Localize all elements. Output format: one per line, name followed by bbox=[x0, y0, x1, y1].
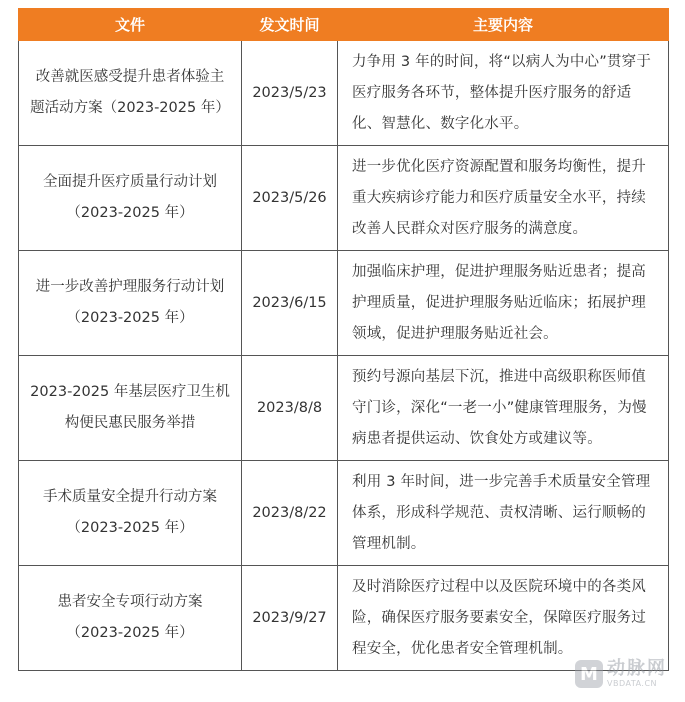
issue-date-cell: 2023/5/26 bbox=[242, 146, 338, 251]
main-content-cell bbox=[338, 146, 669, 251]
main-content-line: 险，确保医疗服务要素安全，保障医疗服务过 bbox=[352, 609, 646, 626]
header-document: 文件 bbox=[19, 9, 242, 41]
document-title-line: 2023-2025 年基层医疗卫生机 bbox=[30, 384, 230, 400]
document-title-cell bbox=[19, 461, 242, 566]
main-content-line: 管理机制。 bbox=[352, 535, 426, 552]
table-row bbox=[19, 251, 669, 356]
main-content-line: 护理质量，促进护理服务贴近临床；拓展护理 bbox=[352, 294, 646, 311]
watermark-subtitle: VBDATA.CN bbox=[607, 679, 658, 688]
main-content-line: 利用 3 年时间，进一步完善手术质量安全管理 bbox=[352, 473, 651, 490]
document-title-line: 全面提升医疗质量行动计划 bbox=[43, 174, 217, 190]
vbdata-watermark bbox=[575, 660, 667, 688]
policy-table bbox=[18, 8, 669, 671]
table-row bbox=[19, 146, 669, 251]
main-content-line: 领域，促进护理服务贴近社会。 bbox=[352, 325, 558, 342]
table-row bbox=[19, 356, 669, 461]
header-issue-date: 发文时间 bbox=[242, 9, 338, 41]
issue-date-cell: 2023/5/23 bbox=[242, 41, 338, 146]
document-title-cell bbox=[19, 251, 242, 356]
issue-date-cell: 2023/8/8 bbox=[242, 356, 338, 461]
main-content-cell bbox=[338, 251, 669, 356]
main-content-cell bbox=[338, 566, 669, 671]
issue-date-cell: 2023/8/22 bbox=[242, 461, 338, 566]
document-title-cell bbox=[19, 146, 242, 251]
document-title-cell bbox=[19, 356, 242, 461]
document-title-line: 题活动方案（2023-2025 年） bbox=[30, 100, 230, 116]
main-content-line: 体系，形成科学规范、责权清晰、运行顺畅的 bbox=[352, 504, 646, 521]
main-content-line: 医疗服务各环节，整体提升医疗服务的舒适 bbox=[352, 84, 632, 101]
table-row bbox=[19, 41, 669, 146]
document-title-line: 患者安全专项行动方案 bbox=[57, 594, 203, 610]
main-content-line: 及时消除医疗过程中以及医院环境中的各类风 bbox=[352, 578, 646, 595]
main-content-line: 力争用 3 年的时间，将“以病人为中心”贯穿于 bbox=[352, 53, 652, 70]
issue-date-cell: 2023/6/15 bbox=[242, 251, 338, 356]
table-header-row bbox=[19, 9, 669, 41]
document-title-cell bbox=[19, 41, 242, 146]
document-title-cell bbox=[19, 566, 242, 671]
table-row bbox=[19, 566, 669, 671]
watermark-title: 动脉网 bbox=[607, 658, 667, 679]
issue-date-cell: 2023/9/27 bbox=[242, 566, 338, 671]
vbdata-logo-icon: M bbox=[575, 660, 603, 688]
main-content-cell bbox=[338, 461, 669, 566]
document-title-line: （2023-2025 年） bbox=[66, 520, 194, 536]
main-content-line: 化、智慧化、数字化水平。 bbox=[352, 115, 529, 132]
main-content-line: 守门诊，深化“一老一小”健康管理服务，为慢 bbox=[352, 399, 647, 416]
table-row bbox=[19, 461, 669, 566]
main-content-line: 病患者提供运动、饮食处方或建议等。 bbox=[352, 430, 602, 447]
main-content-cell bbox=[338, 356, 669, 461]
document-title-line: （2023-2025 年） bbox=[66, 625, 194, 641]
main-content-line: 加强临床护理，促进护理服务贴近患者；提高 bbox=[352, 263, 646, 280]
document-title-line: 进一步改善护理服务行动计划 bbox=[35, 279, 225, 295]
main-content-cell bbox=[338, 41, 669, 146]
main-content-line: 改善人民群众对医疗服务的满意度。 bbox=[352, 220, 588, 237]
header-main-content: 主要内容 bbox=[338, 9, 669, 41]
main-content-line: 预约号源向基层下沉，推进中高级职称医师值 bbox=[352, 368, 646, 385]
main-content-line: 进一步优化医疗资源配置和服务均衡性，提升 bbox=[352, 158, 646, 175]
main-content-line: 重大疾病诊疗能力和医疗质量安全水平，持续 bbox=[352, 189, 646, 206]
document-title-line: 改善就医感受提升患者体验主 bbox=[35, 69, 225, 85]
document-title-line: （2023-2025 年） bbox=[66, 205, 194, 221]
document-title-line: （2023-2025 年） bbox=[66, 310, 194, 326]
document-title-line: 构便民惠民服务举措 bbox=[64, 415, 196, 431]
document-title-line: 手术质量安全提升行动方案 bbox=[43, 489, 217, 505]
main-content-line: 程安全，优化患者安全管理机制。 bbox=[352, 640, 573, 657]
